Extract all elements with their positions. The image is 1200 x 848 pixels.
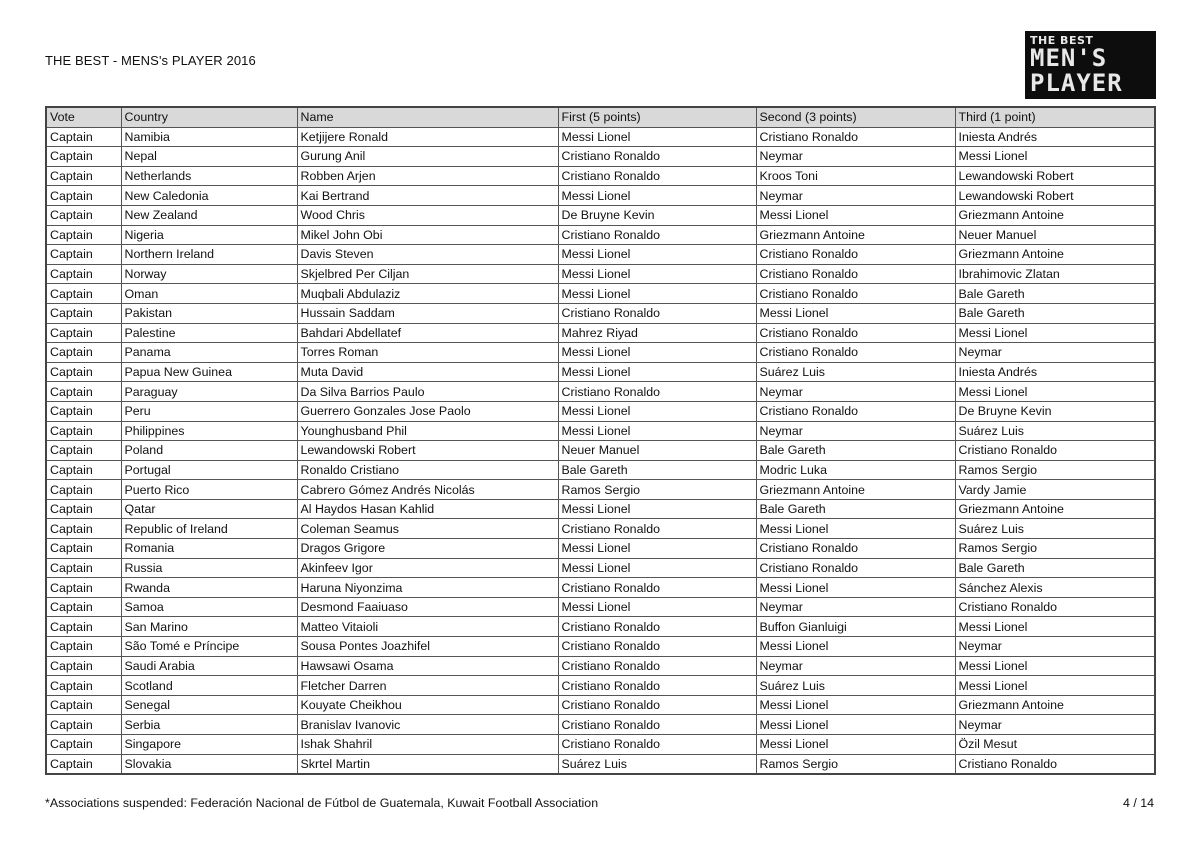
table-row bbox=[46, 225, 1155, 245]
cell-first: Messi Lionel bbox=[558, 186, 756, 206]
cell-country: Poland bbox=[121, 441, 297, 461]
cell-vote: Captain bbox=[46, 597, 121, 617]
cell-second: Cristiano Ronaldo bbox=[756, 284, 955, 304]
cell-third: Neuer Manuel bbox=[955, 225, 1155, 245]
table-row bbox=[46, 735, 1155, 755]
cell-name: Skrtel Martin bbox=[297, 754, 558, 774]
cell-name: Dragos Grigore bbox=[297, 539, 558, 559]
cell-first: Messi Lionel bbox=[558, 343, 756, 363]
cell-third: Griezmann Antoine bbox=[955, 245, 1155, 265]
cell-second: Neymar bbox=[756, 147, 955, 167]
cell-country: Peru bbox=[121, 401, 297, 421]
cell-second: Griezmann Antoine bbox=[756, 480, 955, 500]
cell-second: Bale Gareth bbox=[756, 499, 955, 519]
cell-third: Messi Lionel bbox=[955, 676, 1155, 696]
cell-first: Messi Lionel bbox=[558, 499, 756, 519]
votes-table bbox=[45, 106, 1156, 775]
cell-name: Younghusband Phil bbox=[297, 421, 558, 441]
cell-name: Gurung Anil bbox=[297, 147, 558, 167]
cell-name: Haruna Niyonzima bbox=[297, 578, 558, 598]
cell-second: Cristiano Ronaldo bbox=[756, 245, 955, 265]
cell-third: Messi Lionel bbox=[955, 147, 1155, 167]
table-row bbox=[46, 303, 1155, 323]
table-row bbox=[46, 597, 1155, 617]
cell-country: San Marino bbox=[121, 617, 297, 637]
cell-country: Northern Ireland bbox=[121, 245, 297, 265]
cell-name: Fletcher Darren bbox=[297, 676, 558, 696]
cell-first: Messi Lionel bbox=[558, 245, 756, 265]
cell-second: Ramos Sergio bbox=[756, 754, 955, 774]
cell-first: Messi Lionel bbox=[558, 284, 756, 304]
cell-first: De Bruyne Kevin bbox=[558, 205, 756, 225]
cell-name: Akinfeev Igor bbox=[297, 558, 558, 578]
cell-vote: Captain bbox=[46, 578, 121, 598]
cell-vote: Captain bbox=[46, 519, 121, 539]
cell-vote: Captain bbox=[46, 735, 121, 755]
cell-third: Ibrahimovic Zlatan bbox=[955, 264, 1155, 284]
cell-third: Griezmann Antoine bbox=[955, 205, 1155, 225]
logo-line-3: PLAYER bbox=[1030, 69, 1123, 97]
cell-vote: Captain bbox=[46, 637, 121, 657]
cell-vote: Captain bbox=[46, 186, 121, 206]
cell-country: Qatar bbox=[121, 499, 297, 519]
cell-name: Desmond Faaiuaso bbox=[297, 597, 558, 617]
cell-third: Suárez Luis bbox=[955, 519, 1155, 539]
cell-second: Suárez Luis bbox=[756, 362, 955, 382]
cell-country: Slovakia bbox=[121, 754, 297, 774]
cell-first: Cristiano Ronaldo bbox=[558, 519, 756, 539]
cell-third: Iniesta Andrés bbox=[955, 362, 1155, 382]
cell-third: Lewandowski Robert bbox=[955, 186, 1155, 206]
page-number: 4 / 14 bbox=[1122, 796, 1154, 810]
cell-third: Ramos Sergio bbox=[955, 539, 1155, 559]
cell-name: Muqbali Abdulaziz bbox=[297, 284, 558, 304]
table-row bbox=[46, 519, 1155, 539]
cell-country: Paraguay bbox=[121, 382, 297, 402]
table-row bbox=[46, 695, 1155, 715]
cell-second: Messi Lionel bbox=[756, 637, 955, 657]
table-row bbox=[46, 578, 1155, 598]
cell-first: Neuer Manuel bbox=[558, 441, 756, 461]
cell-vote: Captain bbox=[46, 715, 121, 735]
votes-table-header bbox=[46, 107, 1155, 127]
column-header-country: Country bbox=[121, 107, 297, 127]
table-row bbox=[46, 480, 1155, 500]
cell-country: Senegal bbox=[121, 695, 297, 715]
cell-name: Hussain Saddam bbox=[297, 303, 558, 323]
table-row bbox=[46, 186, 1155, 206]
cell-third: Neymar bbox=[955, 343, 1155, 363]
footnote: *Associations suspended: Federación Nacional de Fútbol de Guatemala, Kuwait Football Association bbox=[45, 796, 599, 810]
cell-name: Al Haydos Hasan Kahlid bbox=[297, 499, 558, 519]
cell-second: Messi Lionel bbox=[756, 735, 955, 755]
cell-second: Cristiano Ronaldo bbox=[756, 343, 955, 363]
table-row bbox=[46, 421, 1155, 441]
cell-country: Papua New Guinea bbox=[121, 362, 297, 382]
cell-second: Cristiano Ronaldo bbox=[756, 401, 955, 421]
cell-name: Cabrero Gómez Andrés Nicolás bbox=[297, 480, 558, 500]
table-row bbox=[46, 323, 1155, 343]
cell-country: Panama bbox=[121, 343, 297, 363]
logo-line-1: THE BEST bbox=[1030, 34, 1094, 47]
table-row bbox=[46, 715, 1155, 735]
cell-name: Muta David bbox=[297, 362, 558, 382]
cell-name: Torres Roman bbox=[297, 343, 558, 363]
cell-second: Messi Lionel bbox=[756, 205, 955, 225]
cell-name: Mikel John Obi bbox=[297, 225, 558, 245]
cell-vote: Captain bbox=[46, 656, 121, 676]
cell-country: São Tomé e Príncipe bbox=[121, 637, 297, 657]
cell-first: Messi Lionel bbox=[558, 264, 756, 284]
table-row bbox=[46, 127, 1155, 147]
cell-country: Samoa bbox=[121, 597, 297, 617]
cell-country: Nigeria bbox=[121, 225, 297, 245]
cell-third: Bale Gareth bbox=[955, 558, 1155, 578]
cell-first: Messi Lionel bbox=[558, 362, 756, 382]
cell-first: Bale Gareth bbox=[558, 460, 756, 480]
cell-first: Cristiano Ronaldo bbox=[558, 637, 756, 657]
cell-first: Messi Lionel bbox=[558, 421, 756, 441]
cell-first: Cristiano Ronaldo bbox=[558, 735, 756, 755]
cell-vote: Captain bbox=[46, 676, 121, 696]
cell-third: Ramos Sergio bbox=[955, 460, 1155, 480]
cell-country: New Zealand bbox=[121, 205, 297, 225]
cell-vote: Captain bbox=[46, 147, 121, 167]
cell-name: Robben Arjen bbox=[297, 166, 558, 186]
cell-second: Neymar bbox=[756, 597, 955, 617]
column-header-vote: Vote bbox=[46, 107, 121, 127]
cell-third: Griezmann Antoine bbox=[955, 695, 1155, 715]
cell-first: Messi Lionel bbox=[558, 558, 756, 578]
cell-third: Lewandowski Robert bbox=[955, 166, 1155, 186]
cell-third: Sánchez Alexis bbox=[955, 578, 1155, 598]
cell-first: Cristiano Ronaldo bbox=[558, 656, 756, 676]
cell-name: Ketjijere Ronald bbox=[297, 127, 558, 147]
cell-third: Neymar bbox=[955, 637, 1155, 657]
column-header-second: Second (3 points) bbox=[756, 107, 955, 127]
table-row bbox=[46, 166, 1155, 186]
cell-first: Mahrez Riyad bbox=[558, 323, 756, 343]
table-row bbox=[46, 205, 1155, 225]
cell-vote: Captain bbox=[46, 382, 121, 402]
cell-first: Cristiano Ronaldo bbox=[558, 166, 756, 186]
cell-name: Bahdari Abdellatef bbox=[297, 323, 558, 343]
table-row bbox=[46, 539, 1155, 559]
cell-second: Cristiano Ronaldo bbox=[756, 127, 955, 147]
the-best-mens-player-logo bbox=[1025, 31, 1156, 99]
cell-name: Branislav Ivanovic bbox=[297, 715, 558, 735]
cell-country: Philippines bbox=[121, 421, 297, 441]
cell-first: Cristiano Ronaldo bbox=[558, 715, 756, 735]
cell-vote: Captain bbox=[46, 362, 121, 382]
cell-third: Bale Gareth bbox=[955, 284, 1155, 304]
cell-third: Neymar bbox=[955, 715, 1155, 735]
cell-third: Cristiano Ronaldo bbox=[955, 754, 1155, 774]
cell-country: Singapore bbox=[121, 735, 297, 755]
column-header-name: Name bbox=[297, 107, 558, 127]
table-row bbox=[46, 362, 1155, 382]
cell-name: Coleman Seamus bbox=[297, 519, 558, 539]
cell-name: Ronaldo Cristiano bbox=[297, 460, 558, 480]
cell-name: Davis Steven bbox=[297, 245, 558, 265]
cell-third: De Bruyne Kevin bbox=[955, 401, 1155, 421]
cell-vote: Captain bbox=[46, 539, 121, 559]
column-header-third: Third (1 point) bbox=[955, 107, 1155, 127]
table-row bbox=[46, 558, 1155, 578]
cell-vote: Captain bbox=[46, 284, 121, 304]
cell-country: Namibia bbox=[121, 127, 297, 147]
cell-third: Özil Mesut bbox=[955, 735, 1155, 755]
cell-vote: Captain bbox=[46, 441, 121, 461]
cell-country: Palestine bbox=[121, 323, 297, 343]
cell-name: Ishak Shahril bbox=[297, 735, 558, 755]
cell-country: Oman bbox=[121, 284, 297, 304]
cell-third: Cristiano Ronaldo bbox=[955, 441, 1155, 461]
cell-country: Saudi Arabia bbox=[121, 656, 297, 676]
cell-vote: Captain bbox=[46, 480, 121, 500]
cell-vote: Captain bbox=[46, 401, 121, 421]
cell-second: Neymar bbox=[756, 186, 955, 206]
cell-third: Griezmann Antoine bbox=[955, 499, 1155, 519]
cell-name: Da Silva Barrios Paulo bbox=[297, 382, 558, 402]
cell-first: Cristiano Ronaldo bbox=[558, 578, 756, 598]
table-row bbox=[46, 264, 1155, 284]
cell-vote: Captain bbox=[46, 205, 121, 225]
cell-first: Cristiano Ronaldo bbox=[558, 676, 756, 696]
cell-second: Buffon Gianluigi bbox=[756, 617, 955, 637]
cell-first: Ramos Sergio bbox=[558, 480, 756, 500]
cell-first: Cristiano Ronaldo bbox=[558, 382, 756, 402]
cell-second: Cristiano Ronaldo bbox=[756, 558, 955, 578]
table-row bbox=[46, 499, 1155, 519]
cell-second: Messi Lionel bbox=[756, 303, 955, 323]
logo-line-2: MEN'S bbox=[1030, 44, 1108, 72]
cell-name: Kai Bertrand bbox=[297, 186, 558, 206]
cell-second: Neymar bbox=[756, 382, 955, 402]
cell-third: Messi Lionel bbox=[955, 382, 1155, 402]
cell-vote: Captain bbox=[46, 323, 121, 343]
cell-name: Matteo Vitaioli bbox=[297, 617, 558, 637]
cell-country: Netherlands bbox=[121, 166, 297, 186]
cell-second: Neymar bbox=[756, 421, 955, 441]
cell-name: Hawsawi Osama bbox=[297, 656, 558, 676]
cell-second: Griezmann Antoine bbox=[756, 225, 955, 245]
cell-second: Cristiano Ronaldo bbox=[756, 264, 955, 284]
cell-first: Cristiano Ronaldo bbox=[558, 225, 756, 245]
cell-country: Russia bbox=[121, 558, 297, 578]
cell-name: Lewandowski Robert bbox=[297, 441, 558, 461]
cell-second: Messi Lionel bbox=[756, 695, 955, 715]
cell-second: Messi Lionel bbox=[756, 715, 955, 735]
cell-second: Suárez Luis bbox=[756, 676, 955, 696]
cell-country: Romania bbox=[121, 539, 297, 559]
table-row bbox=[46, 245, 1155, 265]
cell-vote: Captain bbox=[46, 343, 121, 363]
cell-third: Messi Lionel bbox=[955, 656, 1155, 676]
table-row bbox=[46, 147, 1155, 167]
cell-third: Iniesta Andrés bbox=[955, 127, 1155, 147]
cell-vote: Captain bbox=[46, 695, 121, 715]
table-row bbox=[46, 637, 1155, 657]
cell-first: Messi Lionel bbox=[558, 597, 756, 617]
cell-first: Messi Lionel bbox=[558, 401, 756, 421]
cell-second: Cristiano Ronaldo bbox=[756, 323, 955, 343]
cell-vote: Captain bbox=[46, 499, 121, 519]
table-row bbox=[46, 284, 1155, 304]
cell-vote: Captain bbox=[46, 127, 121, 147]
cell-vote: Captain bbox=[46, 460, 121, 480]
cell-vote: Captain bbox=[46, 617, 121, 637]
cell-second: Neymar bbox=[756, 656, 955, 676]
cell-country: Puerto Rico bbox=[121, 480, 297, 500]
cell-first: Cristiano Ronaldo bbox=[558, 303, 756, 323]
cell-first: Cristiano Ronaldo bbox=[558, 617, 756, 637]
cell-first: Suárez Luis bbox=[558, 754, 756, 774]
cell-third: Vardy Jamie bbox=[955, 480, 1155, 500]
cell-name: Guerrero Gonzales Jose Paolo bbox=[297, 401, 558, 421]
cell-first: Messi Lionel bbox=[558, 127, 756, 147]
cell-vote: Captain bbox=[46, 225, 121, 245]
cell-vote: Captain bbox=[46, 558, 121, 578]
table-row bbox=[46, 382, 1155, 402]
cell-second: Bale Gareth bbox=[756, 441, 955, 461]
cell-name: Skjelbred Per Ciljan bbox=[297, 264, 558, 284]
cell-country: Portugal bbox=[121, 460, 297, 480]
cell-country: Serbia bbox=[121, 715, 297, 735]
cell-third: Bale Gareth bbox=[955, 303, 1155, 323]
table-row bbox=[46, 401, 1155, 421]
cell-name: Wood Chris bbox=[297, 205, 558, 225]
cell-vote: Captain bbox=[46, 166, 121, 186]
cell-first: Cristiano Ronaldo bbox=[558, 695, 756, 715]
cell-country: Nepal bbox=[121, 147, 297, 167]
cell-vote: Captain bbox=[46, 754, 121, 774]
cell-country: New Caledonia bbox=[121, 186, 297, 206]
votes-table-body bbox=[46, 127, 1155, 774]
table-row bbox=[46, 754, 1155, 774]
cell-second: Messi Lionel bbox=[756, 519, 955, 539]
cell-third: Suárez Luis bbox=[955, 421, 1155, 441]
cell-second: Modric Luka bbox=[756, 460, 955, 480]
cell-name: Kouyate Cheikhou bbox=[297, 695, 558, 715]
cell-country: Norway bbox=[121, 264, 297, 284]
document-title: THE BEST - MENS's PLAYER 2016 bbox=[45, 53, 256, 68]
table-row bbox=[46, 343, 1155, 363]
table-row bbox=[46, 460, 1155, 480]
cell-country: Rwanda bbox=[121, 578, 297, 598]
cell-vote: Captain bbox=[46, 421, 121, 441]
cell-vote: Captain bbox=[46, 245, 121, 265]
cell-second: Cristiano Ronaldo bbox=[756, 539, 955, 559]
cell-vote: Captain bbox=[46, 303, 121, 323]
header-row bbox=[46, 107, 1155, 127]
cell-vote: Captain bbox=[46, 264, 121, 284]
cell-first: Cristiano Ronaldo bbox=[558, 147, 756, 167]
cell-third: Messi Lionel bbox=[955, 323, 1155, 343]
cell-third: Messi Lionel bbox=[955, 617, 1155, 637]
cell-second: Kroos Toni bbox=[756, 166, 955, 186]
table-row bbox=[46, 617, 1155, 637]
cell-country: Republic of Ireland bbox=[121, 519, 297, 539]
cell-name: Sousa Pontes Joazhifel bbox=[297, 637, 558, 657]
table-row bbox=[46, 676, 1155, 696]
cell-third: Cristiano Ronaldo bbox=[955, 597, 1155, 617]
cell-country: Pakistan bbox=[121, 303, 297, 323]
cell-country: Scotland bbox=[121, 676, 297, 696]
column-header-first: First (5 points) bbox=[558, 107, 756, 127]
cell-first: Messi Lionel bbox=[558, 539, 756, 559]
cell-second: Messi Lionel bbox=[756, 578, 955, 598]
table-row bbox=[46, 441, 1155, 461]
table-row bbox=[46, 656, 1155, 676]
